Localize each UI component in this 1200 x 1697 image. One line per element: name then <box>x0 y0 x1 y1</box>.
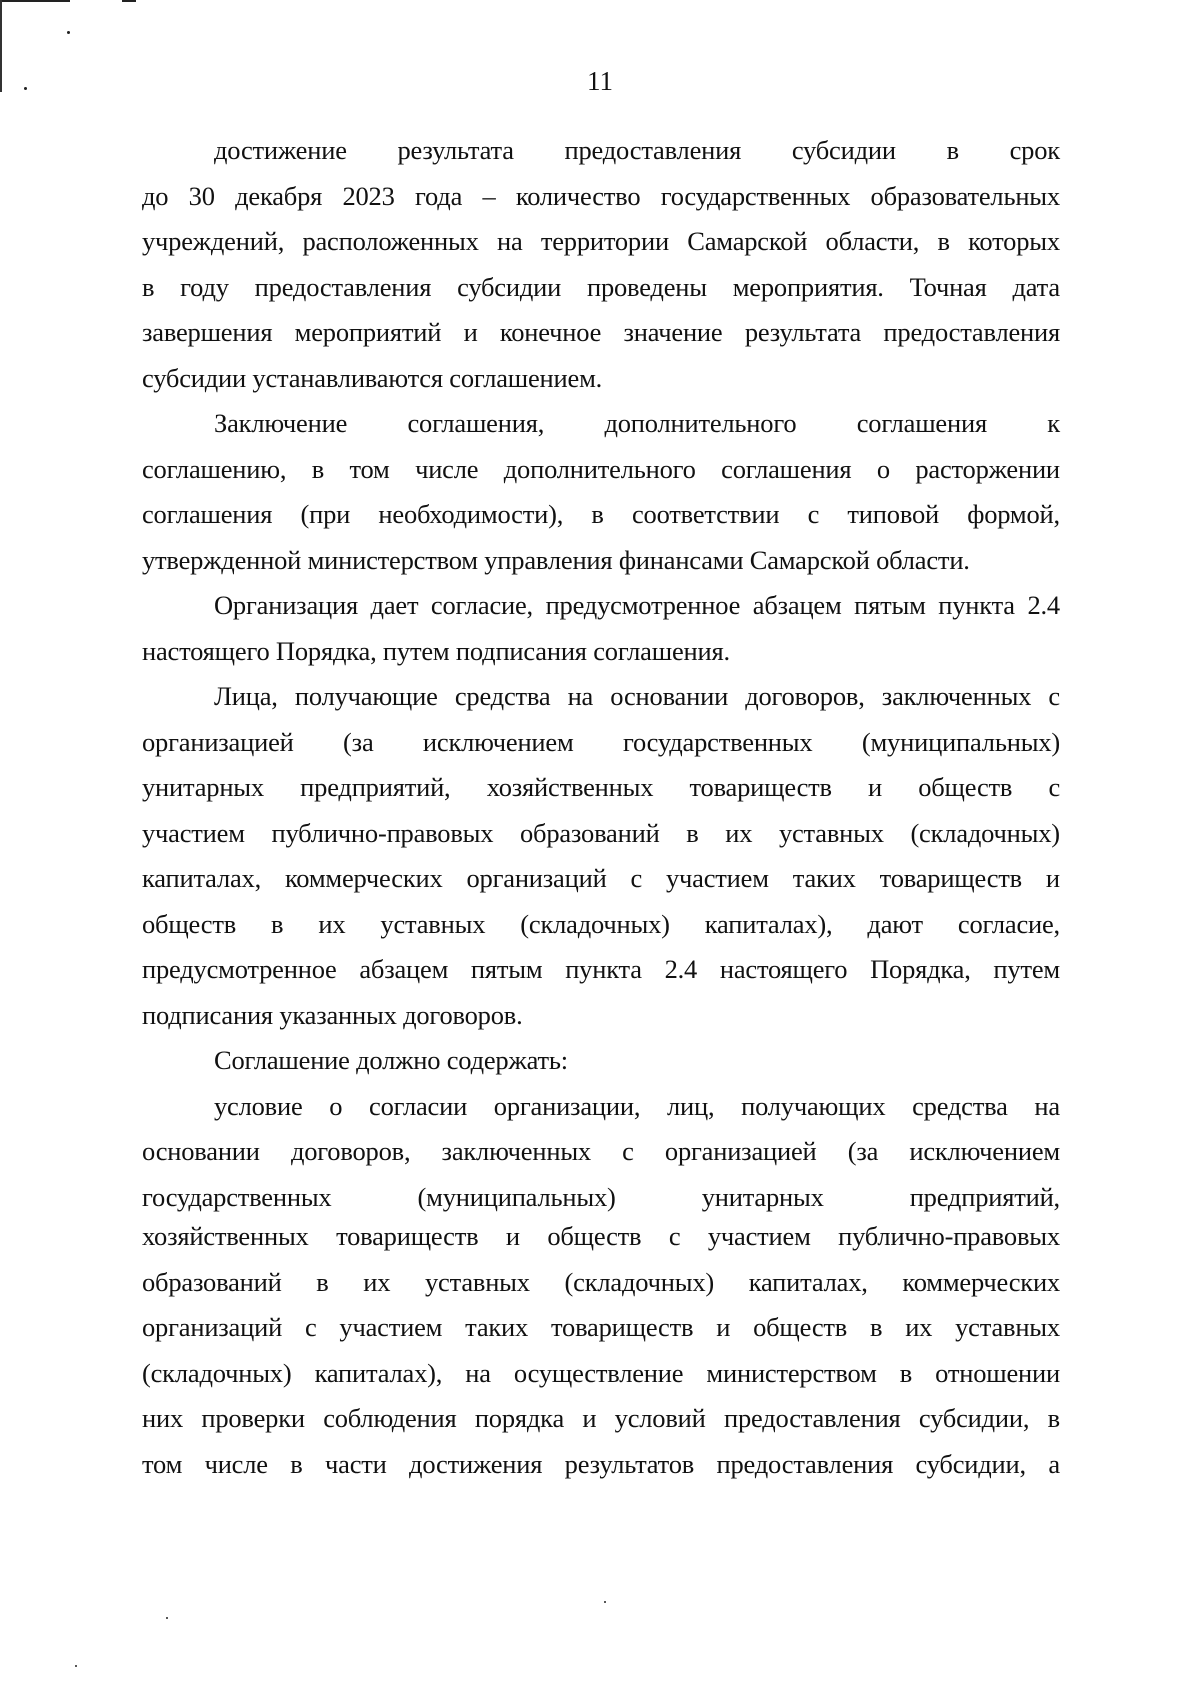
word: пункта <box>938 590 1015 620</box>
word: образований <box>142 1266 282 1297</box>
text-line <box>142 583 1060 629</box>
text-line <box>142 128 1060 174</box>
scan-edge-artifact <box>122 0 136 2</box>
word: публично-правовых <box>271 817 494 848</box>
word: унитарных <box>701 1181 824 1212</box>
word: средства <box>454 681 551 711</box>
word: их <box>905 1312 933 1342</box>
scan-speck <box>604 1601 606 1603</box>
word: в <box>591 499 604 529</box>
paragraph-agreement-conclusion <box>142 401 1060 583</box>
word: субсидии <box>457 271 562 302</box>
word: проведены <box>586 271 707 302</box>
word: пункта <box>565 954 642 984</box>
word: Самарской <box>687 226 808 256</box>
word: получающие <box>294 681 438 711</box>
word: заключенных <box>881 681 1032 711</box>
word: обществ <box>547 1221 642 1251</box>
word: участием <box>339 1312 443 1342</box>
text-line <box>142 1084 1060 1130</box>
text-line <box>142 492 1060 538</box>
text-line <box>142 765 1060 811</box>
word: Заключение <box>214 408 348 438</box>
text-line <box>142 1396 1060 1442</box>
scan-speck <box>166 1617 168 1619</box>
word: уставных <box>380 908 486 939</box>
word: участием <box>666 863 769 893</box>
word: капиталах, <box>142 863 262 893</box>
word: предоставления <box>564 135 742 165</box>
word: количество <box>515 180 641 211</box>
word: предоставления <box>716 1448 894 1479</box>
word: дополнительного <box>503 453 696 484</box>
word: числе <box>204 1448 268 1479</box>
word: соглашения <box>856 408 987 438</box>
word: настоящего <box>719 954 848 984</box>
word: капиталах, <box>748 1266 868 1297</box>
word: их <box>725 817 753 848</box>
word: и <box>582 1403 597 1433</box>
word: с <box>1048 772 1060 802</box>
word: предприятий, <box>909 1181 1060 1212</box>
paragraph-agreement-contents-heading <box>142 1038 1060 1084</box>
word: том <box>142 1448 183 1479</box>
text-line <box>142 811 1060 857</box>
word: на <box>496 226 523 256</box>
word: расположенных <box>302 226 479 256</box>
word: исключением <box>422 726 574 757</box>
word: и <box>868 772 883 802</box>
word: организацией <box>664 1136 817 1166</box>
word: публично-правовых <box>838 1221 1060 1251</box>
word: 2.4 <box>664 954 698 984</box>
word: дает <box>370 590 419 620</box>
word: дополнительного <box>604 408 797 438</box>
word: в <box>1047 1403 1060 1433</box>
word: (складочных) <box>910 817 1060 848</box>
word: а <box>1048 1448 1060 1479</box>
word: с <box>1048 681 1060 711</box>
word: (муниципальных) <box>417 1181 616 1212</box>
word: порядка <box>474 1403 565 1433</box>
text-line <box>142 1260 1060 1306</box>
text-line <box>142 720 1060 766</box>
text-line <box>142 265 1060 311</box>
word: предусмотренное <box>142 954 337 984</box>
document-body <box>142 128 1060 1487</box>
text-line <box>142 856 1060 902</box>
word: с <box>622 1136 634 1166</box>
word: таких <box>465 1312 529 1342</box>
word: коммерческих <box>284 863 443 893</box>
word: государственных <box>660 180 851 211</box>
word: пятым <box>470 954 543 984</box>
word: организацией <box>142 726 294 757</box>
word: субсидии <box>791 135 896 165</box>
word: образований <box>519 817 660 848</box>
word: до <box>142 180 169 211</box>
word: обществ <box>918 772 1013 802</box>
word: субсидии, <box>918 1403 1030 1433</box>
word: обществ <box>142 908 237 939</box>
text-line <box>142 310 1060 356</box>
word: дата <box>1012 271 1060 302</box>
paragraph-persons-consent <box>142 674 1060 1038</box>
word: году <box>180 271 229 302</box>
scan-speck <box>67 31 70 34</box>
word: – <box>482 180 496 211</box>
word: капиталах), <box>314 1357 443 1388</box>
text-line: субсидии устанавливаются соглашением. <box>142 362 603 393</box>
word: мероприятия. <box>732 271 884 302</box>
word: средства <box>912 1090 1008 1121</box>
word: территории <box>540 226 669 256</box>
word: Точная <box>909 271 987 302</box>
word: них <box>142 1403 184 1433</box>
word: результата <box>397 135 514 165</box>
word: и <box>1045 863 1060 893</box>
word: обществ <box>753 1312 848 1342</box>
word: к <box>1047 408 1060 438</box>
word: года <box>414 180 463 211</box>
word: заключенных <box>441 1136 591 1166</box>
text-line <box>142 401 1060 447</box>
word: согласие, <box>957 908 1060 939</box>
word: предоставления <box>723 1403 901 1433</box>
text-line <box>142 1442 1060 1488</box>
text-line: утвержденной министерством управления финансами Самарской области. <box>142 544 970 575</box>
word: государственных <box>142 1181 332 1212</box>
word: необходимости), <box>378 499 564 529</box>
word: предоставления <box>883 317 1060 347</box>
word: конечное <box>499 317 602 347</box>
word: предоставления <box>254 271 432 302</box>
word: типовой <box>847 499 939 529</box>
word: договоров, <box>290 1136 411 1166</box>
word: соглашению, <box>142 453 287 484</box>
word: 30 <box>188 180 215 211</box>
word: коммерческих <box>902 1266 1060 1297</box>
word: уставных <box>425 1266 530 1297</box>
word: основании <box>142 1136 260 1166</box>
word: о <box>329 1090 343 1121</box>
text-line <box>142 174 1060 220</box>
word: на <box>1034 1090 1060 1121</box>
paragraph-organization-consent <box>142 583 1060 674</box>
word: товариществ <box>879 863 1022 893</box>
word: министерством <box>706 1357 877 1388</box>
word: соглашения <box>142 499 273 529</box>
word: области, <box>825 226 920 256</box>
word: завершения <box>142 317 273 347</box>
word: предусмотренное <box>545 590 741 620</box>
word: основании <box>610 681 729 711</box>
word: проверки <box>201 1403 305 1433</box>
word: (складочных) <box>520 908 670 939</box>
word: формой, <box>967 499 1060 529</box>
scan-speck <box>75 1665 77 1667</box>
word: пятым <box>854 590 926 620</box>
word: образовательных <box>870 180 1060 211</box>
word: Лица, <box>214 681 278 711</box>
word: достижения <box>409 1448 543 1479</box>
word: соблюдения <box>323 1403 457 1433</box>
word: товариществ <box>689 772 832 802</box>
word: (складочных) <box>142 1357 292 1388</box>
word: результата <box>744 317 862 347</box>
word: результатов <box>564 1448 695 1479</box>
word: с <box>807 499 820 529</box>
word: о <box>876 453 890 484</box>
word: части <box>325 1448 387 1479</box>
word: (складочных) <box>564 1266 714 1297</box>
word: их <box>363 1266 391 1297</box>
word: соглашения <box>721 453 852 484</box>
word: участием <box>142 817 245 848</box>
text-line <box>142 447 1060 493</box>
word: (за <box>343 726 374 757</box>
word: значение <box>623 317 723 347</box>
word: хозяйственных <box>142 1221 309 1251</box>
word: достижение <box>214 135 347 165</box>
word: их <box>318 908 346 939</box>
word: участием <box>707 1221 811 1251</box>
word: осуществление <box>513 1357 684 1388</box>
word: в <box>290 1448 303 1479</box>
word: унитарных <box>142 772 264 802</box>
word: исключением <box>909 1136 1060 1166</box>
word: в <box>686 817 699 848</box>
word: на <box>465 1357 491 1388</box>
word: согласии <box>369 1090 468 1121</box>
paragraph-consent-condition <box>142 1084 1060 1488</box>
word: числе <box>415 453 479 484</box>
word: соглашения, <box>407 408 545 438</box>
word: хозяйственных <box>486 772 654 802</box>
word: на <box>567 681 594 711</box>
word: лиц, <box>666 1090 715 1121</box>
word: в <box>311 453 325 484</box>
word: абзацем <box>359 954 449 984</box>
text-line <box>142 902 1060 948</box>
word: в <box>869 1312 883 1342</box>
word: организаций <box>466 863 607 893</box>
word: с <box>630 863 643 893</box>
word: в <box>899 1357 913 1388</box>
word: абзацем <box>752 590 842 620</box>
word: в <box>937 226 950 256</box>
word: субсидии, <box>915 1448 1026 1479</box>
word: условий <box>614 1403 706 1433</box>
word: (муниципальных) <box>861 726 1060 757</box>
word: в <box>316 1266 329 1297</box>
text-line: подписания указанных договоров. <box>142 999 523 1030</box>
word: предприятий, <box>300 772 451 802</box>
text-line <box>142 1214 1060 1260</box>
word: организации, <box>493 1090 641 1121</box>
scan-edge-artifact <box>0 0 70 2</box>
word: 2.4 <box>1027 590 1060 620</box>
word: 2023 <box>342 180 395 211</box>
word: уставных <box>778 817 884 848</box>
word: путем <box>993 954 1060 984</box>
word: условие <box>214 1090 303 1121</box>
word: товариществ <box>550 1312 694 1342</box>
word: в <box>142 271 155 302</box>
word: получающих <box>741 1090 886 1121</box>
word: уставных <box>955 1312 1060 1342</box>
word: мероприятий <box>294 317 442 347</box>
word: и <box>716 1312 731 1342</box>
word: капиталах), <box>704 908 833 939</box>
word: организаций <box>142 1312 283 1342</box>
word: государственных <box>622 726 813 757</box>
paragraph-result-deadline <box>142 128 1060 401</box>
word: в <box>271 908 284 939</box>
text-line: Соглашение должно содержать: <box>214 1045 568 1075</box>
page-number: 11 <box>587 66 613 96</box>
text-line <box>142 947 1060 993</box>
text-line <box>142 1351 1060 1397</box>
text-line: настоящего Порядка, путем подписания соглашения. <box>142 635 730 666</box>
text-line <box>142 1305 1060 1351</box>
text-line <box>142 1129 1060 1175</box>
word: расторжении <box>915 453 1060 484</box>
word: с <box>304 1312 317 1342</box>
word: согласие, <box>430 590 533 620</box>
word: отношении <box>935 1357 1060 1388</box>
word: учреждений, <box>142 226 285 256</box>
word: Порядка, <box>870 954 971 984</box>
word: (при <box>300 499 351 529</box>
word: дают <box>867 908 923 939</box>
text-line <box>142 219 1060 265</box>
word: которых <box>968 226 1060 256</box>
word: и <box>505 1221 520 1251</box>
word: в <box>946 135 959 165</box>
word: таких <box>792 863 856 893</box>
word: срок <box>1009 135 1060 165</box>
word: декабря <box>235 180 323 211</box>
word: с <box>668 1221 681 1251</box>
text-line <box>142 674 1060 720</box>
word: и <box>463 317 478 347</box>
word: договоров, <box>745 681 865 711</box>
word: товариществ <box>336 1221 479 1251</box>
word: соответствии <box>631 499 780 529</box>
word: (за <box>847 1136 879 1166</box>
word: Организация <box>214 590 358 620</box>
word: том <box>349 453 390 484</box>
